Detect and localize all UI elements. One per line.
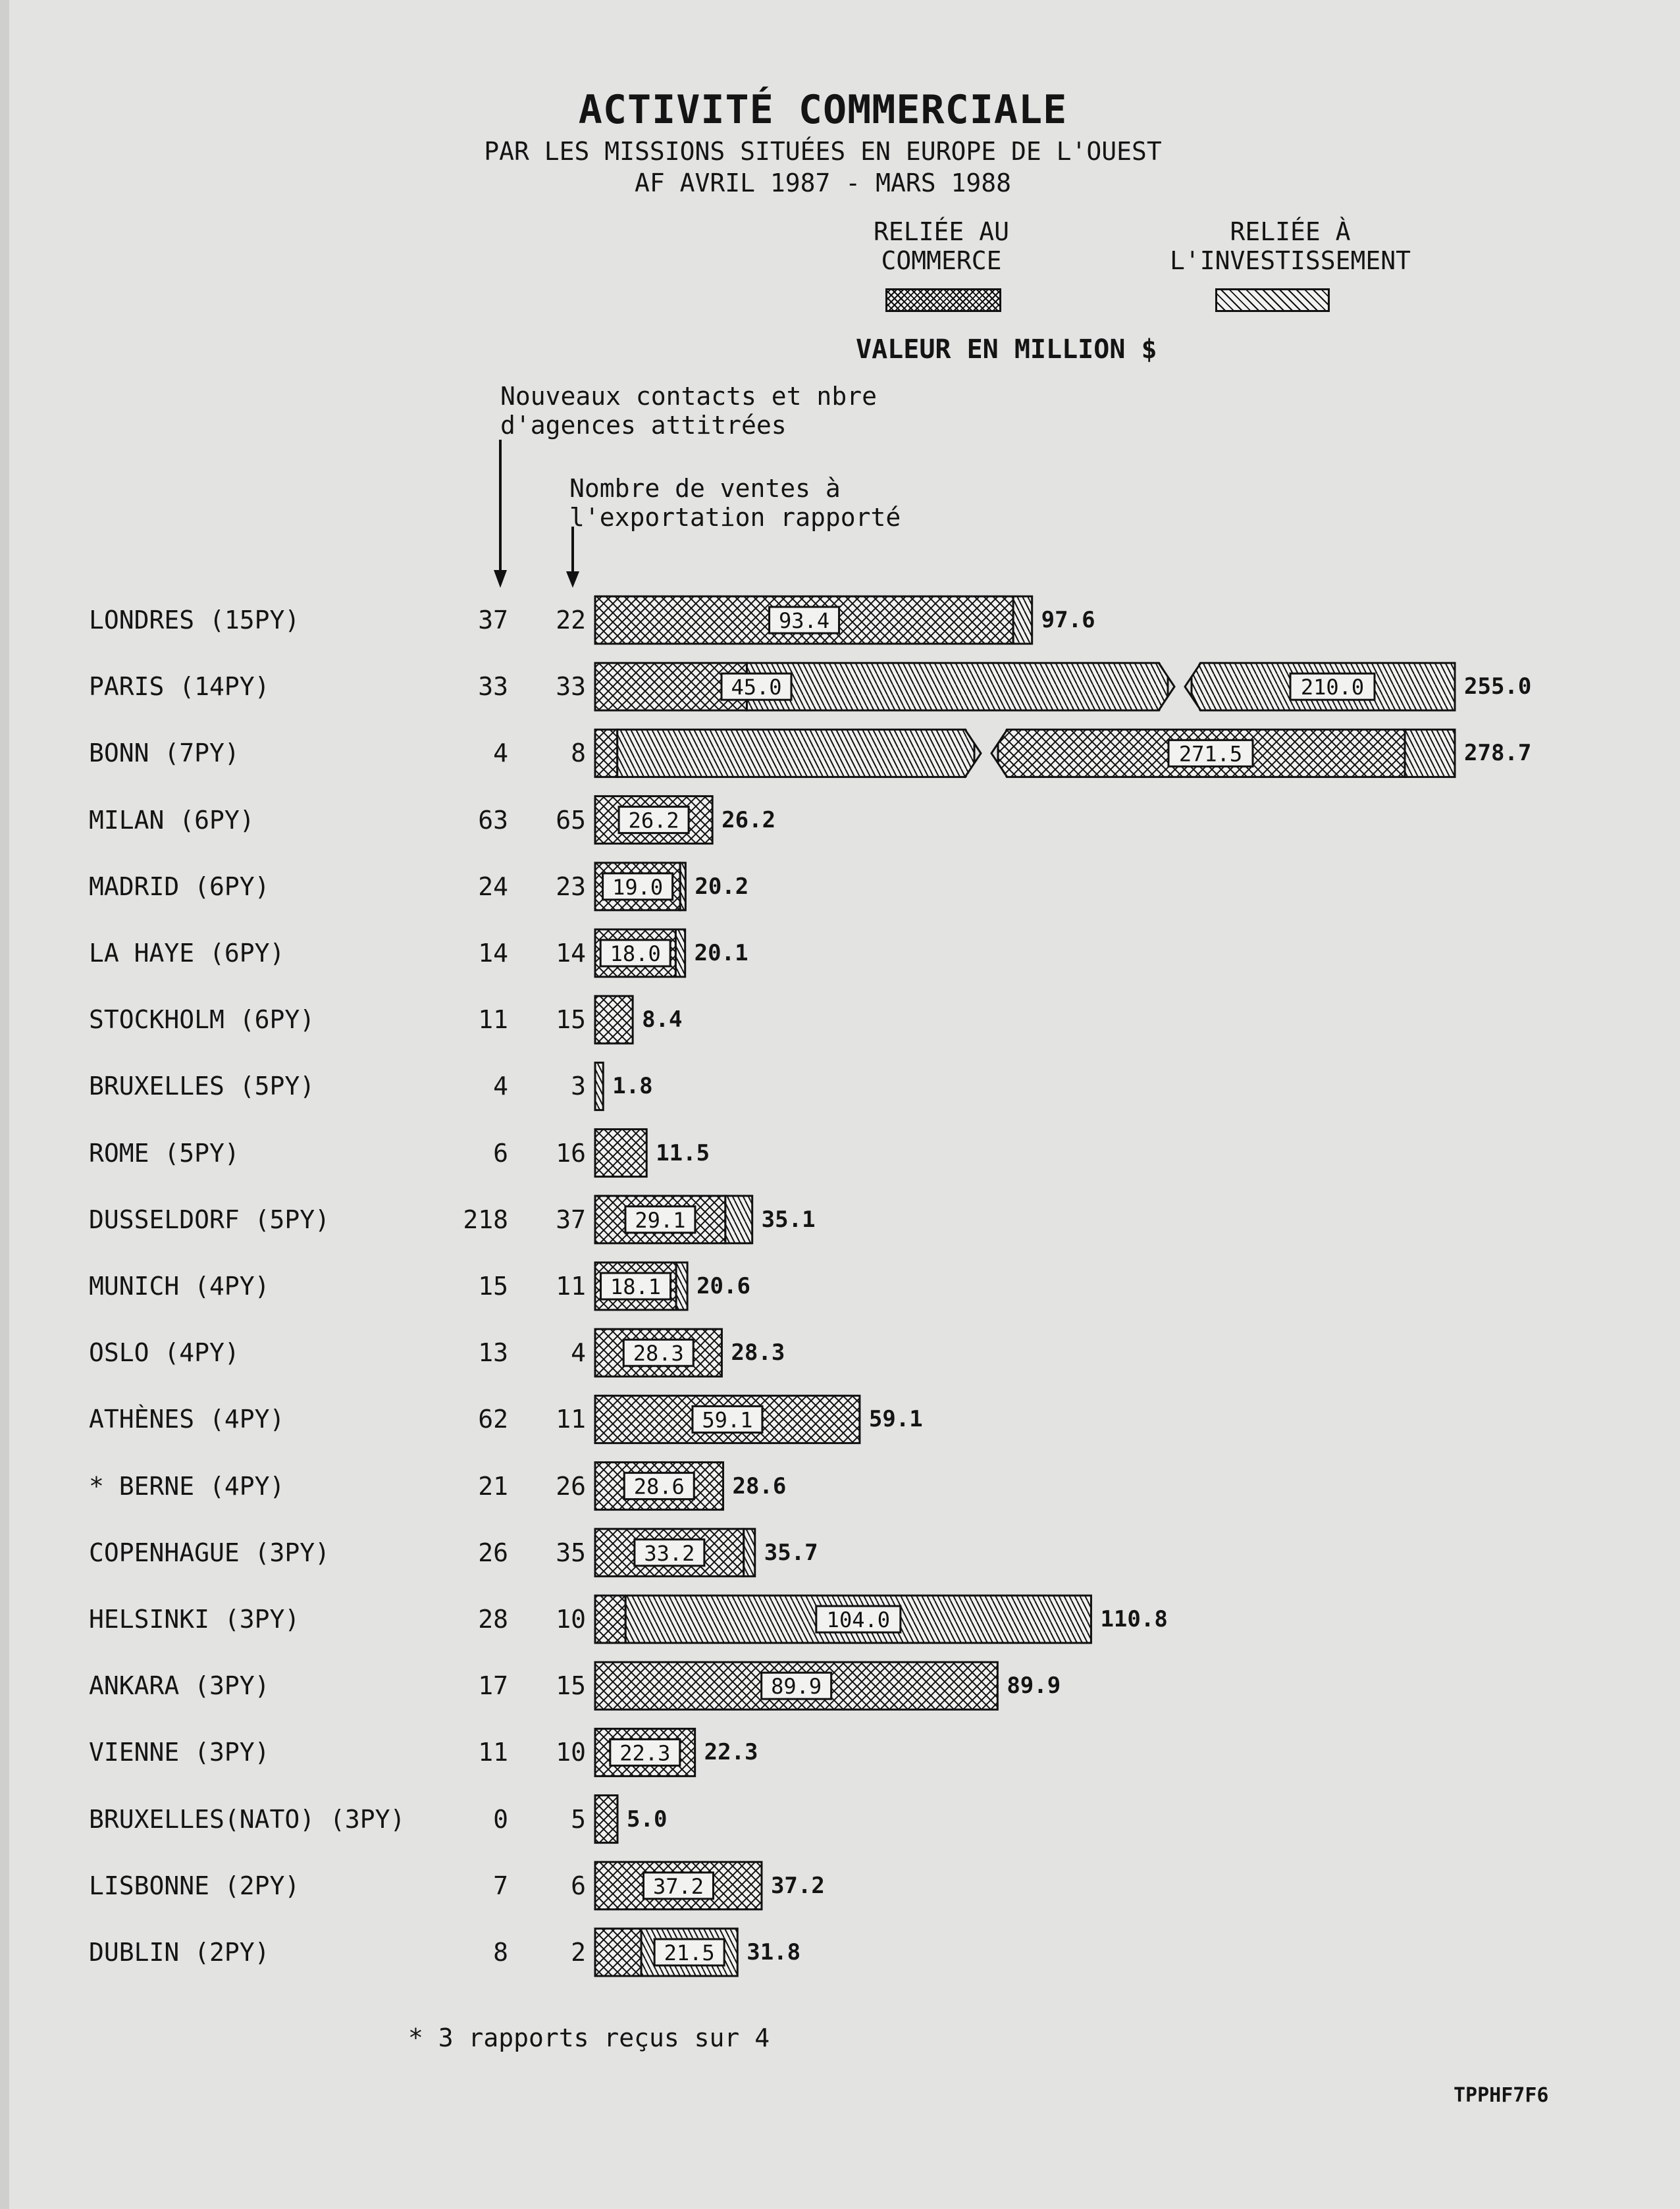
mission-label: LONDRES (15PY) — [89, 606, 300, 635]
new-contacts-value: 62 — [478, 1405, 508, 1434]
bar-total-label: 31.8 — [747, 1939, 801, 1965]
new-contacts-value: 7 — [493, 1871, 508, 1900]
export-sales-value: 65 — [556, 805, 586, 835]
mission-label: OSLO (4PY) — [89, 1338, 240, 1368]
export-sales-value: 3 — [571, 1072, 586, 1101]
bar-value-label: 21.5 — [664, 1940, 715, 1965]
export-sales-value: 16 — [556, 1138, 586, 1168]
mission-label: ROME (5PY) — [89, 1138, 240, 1168]
bar-total-label: 5.0 — [627, 1806, 668, 1832]
export-sales-value: 2 — [571, 1938, 586, 1967]
export-sales-value: 11 — [556, 1272, 586, 1301]
export-sales-value: 11 — [556, 1405, 586, 1434]
bar-value-label: 19.0 — [612, 874, 664, 900]
bar-trade — [595, 1929, 641, 1976]
bar-value-label: 18.1 — [610, 1274, 662, 1299]
export-sales-value: 5 — [571, 1804, 586, 1834]
export-sales-value: 23 — [556, 871, 586, 901]
bar-trade — [595, 996, 633, 1043]
bar-total-label: 37.2 — [770, 1872, 825, 1899]
mission-label: ATHÈNES (4PY) — [89, 1405, 285, 1434]
mission-label: * BERNE (4PY) — [89, 1471, 285, 1501]
mission-label: MADRID (6PY) — [89, 871, 270, 901]
bar-total-label: 59.1 — [868, 1406, 923, 1433]
bar-investment — [1013, 596, 1032, 644]
bar-value-label: 29.1 — [635, 1207, 686, 1233]
bar-total-label: 28.3 — [731, 1339, 785, 1366]
contacts-column-header: Nouveaux contacts et nbre d'agences attitrées — [500, 382, 877, 440]
export-sales-value: 22 — [556, 606, 586, 635]
mission-label: DUBLIN (2PY) — [89, 1938, 270, 1967]
bar-investment-value-label: 210.0 — [1300, 675, 1365, 700]
new-contacts-value: 15 — [478, 1272, 508, 1301]
document-code: TPPHF7F6 — [1454, 2084, 1549, 2107]
mission-label: MILAN (6PY) — [89, 805, 255, 835]
legend-trade-label: RELIÉE AU COMMERCE — [874, 217, 1009, 275]
bar-total-label: 26.2 — [722, 806, 776, 833]
bar-value-label: 22.3 — [619, 1740, 671, 1766]
new-contacts-value: 17 — [478, 1671, 508, 1701]
export-sales-value: 8 — [571, 739, 586, 768]
bar-total-label: 11.5 — [656, 1139, 710, 1166]
new-contacts-value: 4 — [493, 739, 508, 768]
new-contacts-value: 33 — [478, 672, 508, 702]
mission-label: HELSINKI (3PY) — [89, 1605, 300, 1634]
export-sales-value: 6 — [571, 1871, 586, 1900]
mission-label: BONN (7PY) — [89, 739, 240, 768]
bar-value-label: 93.4 — [779, 608, 830, 633]
export-sales-value: 10 — [556, 1605, 586, 1634]
new-contacts-value: 11 — [478, 1738, 508, 1767]
bar-total-label: 110.8 — [1100, 1606, 1168, 1632]
mission-label: LISBONNE (2PY) — [89, 1871, 300, 1900]
bar-trade — [595, 1130, 646, 1177]
bar-value-label: 104.0 — [826, 1607, 891, 1632]
bar-total-label: 20.2 — [695, 873, 749, 900]
bar-total-label: 35.7 — [764, 1539, 818, 1566]
bar-total-label: 20.1 — [694, 940, 748, 966]
export-sales-value: 26 — [556, 1471, 586, 1501]
export-sales-value: 15 — [556, 1005, 586, 1035]
mission-label: DUSSELDORF (5PY) — [89, 1205, 330, 1234]
bar-total-label: 20.6 — [696, 1273, 750, 1299]
mission-label: ANKARA (3PY) — [89, 1671, 270, 1701]
sales-column-header: Nombre de ventes à l'exportation rapporté — [569, 474, 901, 532]
bar-value-label: 59.1 — [702, 1407, 753, 1433]
bar-investment — [747, 663, 1168, 710]
export-sales-value: 33 — [556, 672, 586, 702]
bar-trade — [595, 1796, 617, 1843]
bar-total-label: 1.8 — [612, 1073, 653, 1100]
bar-investment — [617, 729, 974, 777]
bar-total-label: 22.3 — [704, 1739, 758, 1766]
bar-total-label: 89.9 — [1007, 1673, 1061, 1700]
bar-investment — [675, 929, 685, 977]
new-contacts-value: 11 — [478, 1005, 508, 1035]
bar-total-label: 28.6 — [732, 1472, 787, 1499]
legend-investment-label: RELIÉE À L'INVESTISSEMENT — [1169, 217, 1411, 275]
bar-investment — [1405, 729, 1455, 777]
bar-value-label: 33.2 — [644, 1540, 695, 1566]
new-contacts-value: 13 — [478, 1338, 508, 1368]
bar-value-label: 18.0 — [610, 941, 661, 966]
new-contacts-value: 26 — [478, 1538, 508, 1567]
new-contacts-value: 218 — [463, 1205, 508, 1234]
mission-label: STOCKHOLM (6PY) — [89, 1005, 315, 1035]
chart-title: ACTIVITÉ COMMERCIALE — [578, 87, 1068, 133]
new-contacts-value: 37 — [478, 606, 508, 635]
new-contacts-value: 63 — [478, 805, 508, 835]
chart-subtitle-line-1: PAR LES MISSIONS SITUÉES EN EUROPE DE L'OUEST — [484, 137, 1162, 166]
export-sales-value: 15 — [556, 1671, 586, 1701]
mission-label: MUNICH (4PY) — [89, 1272, 270, 1301]
mission-label: BRUXELLES(NATO) (3PY) — [89, 1804, 406, 1834]
bar-investment — [744, 1529, 755, 1576]
bar-value-label: 26.2 — [628, 808, 679, 833]
export-sales-value: 10 — [556, 1738, 586, 1767]
footnote: * 3 rapports reçus sur 4 — [408, 2023, 770, 2052]
bar-investment — [676, 1262, 687, 1310]
mission-label: BRUXELLES (5PY) — [89, 1072, 315, 1101]
export-sales-value: 14 — [556, 939, 586, 968]
new-contacts-value: 4 — [493, 1072, 508, 1101]
new-contacts-value: 6 — [493, 1138, 508, 1168]
bar-value-label: 28.6 — [633, 1474, 685, 1499]
export-sales-value: 37 — [556, 1205, 586, 1234]
unit-label: VALEUR EN MILLION $ — [856, 334, 1157, 365]
bar-total-label: 8.4 — [642, 1006, 683, 1033]
bar-total-label: 255.0 — [1464, 673, 1532, 700]
bar-total-label: 278.7 — [1464, 740, 1532, 767]
new-contacts-value: 21 — [478, 1471, 508, 1501]
mission-label: PARIS (14PY) — [89, 672, 270, 702]
bar-investment — [680, 863, 685, 910]
bar-investment — [595, 1062, 603, 1110]
bar-value-label: 37.2 — [652, 1873, 704, 1899]
bar-value-label: 271.5 — [1178, 741, 1243, 767]
new-contacts-value: 24 — [478, 871, 508, 901]
mission-label: VIENNE (3PY) — [89, 1738, 270, 1767]
chart-subtitle-line-2: AF AVRIL 1987 - MARS 1988 — [635, 169, 1011, 197]
new-contacts-value: 0 — [493, 1804, 508, 1834]
mission-label: COPENHAGUE (3PY) — [89, 1538, 330, 1567]
new-contacts-value: 8 — [493, 1938, 508, 1967]
bar-total-label: 97.6 — [1041, 607, 1095, 633]
bar-value-label: 28.3 — [633, 1341, 684, 1366]
bar-trade — [595, 1596, 625, 1643]
bar-investment — [725, 1196, 752, 1243]
bar-value-label: 89.9 — [771, 1674, 822, 1700]
export-sales-value: 4 — [571, 1338, 586, 1368]
export-sales-value: 35 — [556, 1538, 586, 1567]
mission-label: LA HAYE (6PY) — [89, 939, 285, 968]
new-contacts-value: 28 — [478, 1605, 508, 1634]
new-contacts-value: 14 — [478, 939, 508, 968]
bar-trade — [595, 729, 617, 777]
bar-trade-value-label: 45.0 — [731, 675, 782, 700]
bar-total-label: 35.1 — [761, 1206, 816, 1233]
